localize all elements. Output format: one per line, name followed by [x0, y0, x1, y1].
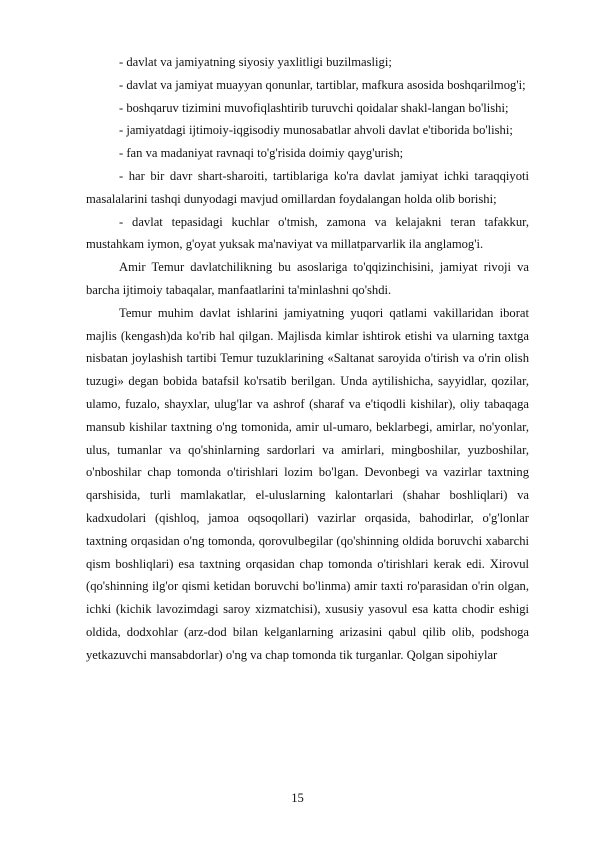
paragraph-bullet-2: - davlat va jamiyat muayyan qonunlar, tartiblar, mafkura asosida boshqarilmog'i;	[119, 77, 526, 92]
paragraph-council-seating: Temur muhim davlat ishlarini jamiyatning yuqori qatlami vakillaridan iborat majlis (kengash)da ko'rib hal qilgan. Majlisda kimlar ishtirok etishi va ularning taxtga nisbatan joylashish tartibi Temur tuzuklarining «Saltanat saroyida o'tirish va o'rin olish tuzugi» degan bobida batafsil ko'rsatib berilgan. Unda aytilishicha, sayyidlar, qozilar, ulamo, fuzalo, shayxlar, ulug'lar va ashrof (sharaf va e'tiqodli kishilar), oliy tabaqaga mansub kishilar taxtning o'ng tomonida, amir ul-umaro, beklarbegi, amirlar, no'yonlar, ulus, tumanlar va qo'shinlarning sardorlari va amirlari, mingboshilar, yuzboshilar, o'nboshilar chap tomonda o'tirishlari lozim bo'lgan. Devonbegi va vazirlar taxtning qarshisida, turli mamlakatlar, el-uluslarning kalontarlari (shahar boshliqlari) va kadxudolari (qishloq, jamoa oqsoqollari) vazirlar orqasida, bahodirlar, o'g'lonlar taxtning orqasidan o'ng tomonda, qorovulbegilar (qo'shinning oldida boruvchi xabarchi qism boshliqlari) esa taxtning orqasidan chap tomonda o'tirishlari kerak edi. Xirovul (qo'shinning ilg'or qismi ketidan boruvchi bo'linma) amir taxti ro'parasidan o'rin olgan, ichki (kichik lavozimdagi saroy xizmatchisi), xususiy yasovul esa katta chodir eshigi oldida, dodxohlar (arz-dod bilan kelganlarning arizasini qabul qilib olib, podshoga yetkazuvchi mansabdorlar) o'ng va chap tomonda tik turganlar. Qolgan sipohiylar	[86, 305, 529, 662]
paragraph-bullet-6: - har bir davr shart-sharoiti, tartiblariga ko'ra davlat jamiyat ichki taraqqiyoti masalalarini tashqi dunyodagi mavjud omillardan foydalangan holda olib borishi;	[86, 168, 529, 206]
paragraph-bullet-3: - boshqaruv tizimini muvofiqlashtirib turuvchi qoidalar shakl-langan bo'lishi;	[119, 100, 509, 115]
page-number: 15	[291, 791, 304, 805]
paragraph-bullet-5: - fan va madaniyat ravnaqi to'g'risida doimiy qayg'urish;	[119, 146, 404, 161]
document-page	[86, 51, 529, 667]
paragraph-ninth-principle: Amir Temur davlatchilikning bu asoslariga to'qqizinchisini, jamiyat rivoji va barcha ijtimoiy tabaqalar, manfaatlarini ta'minlashni qo'shdi.	[86, 260, 529, 297]
paragraph-bullet-1: - davlat va jamiyatning siyosiy yaxlitligi buzilmasligi;	[119, 55, 392, 69]
paragraph-bullet-4: - jamiyatdagi ijtimoiy-iqgisodiy munosabatlar ahvoli davlat e'tiborida bo'lishi;	[119, 123, 513, 138]
paragraph-bullet-7: - davlat tepasidagi kuchlar o'tmish, zamona va kelajakni teran tafakkur, mustahkam iymon, g'oyat yuksak ma'naviyat va millatparvarlik ila anglamog'i.	[86, 214, 529, 252]
